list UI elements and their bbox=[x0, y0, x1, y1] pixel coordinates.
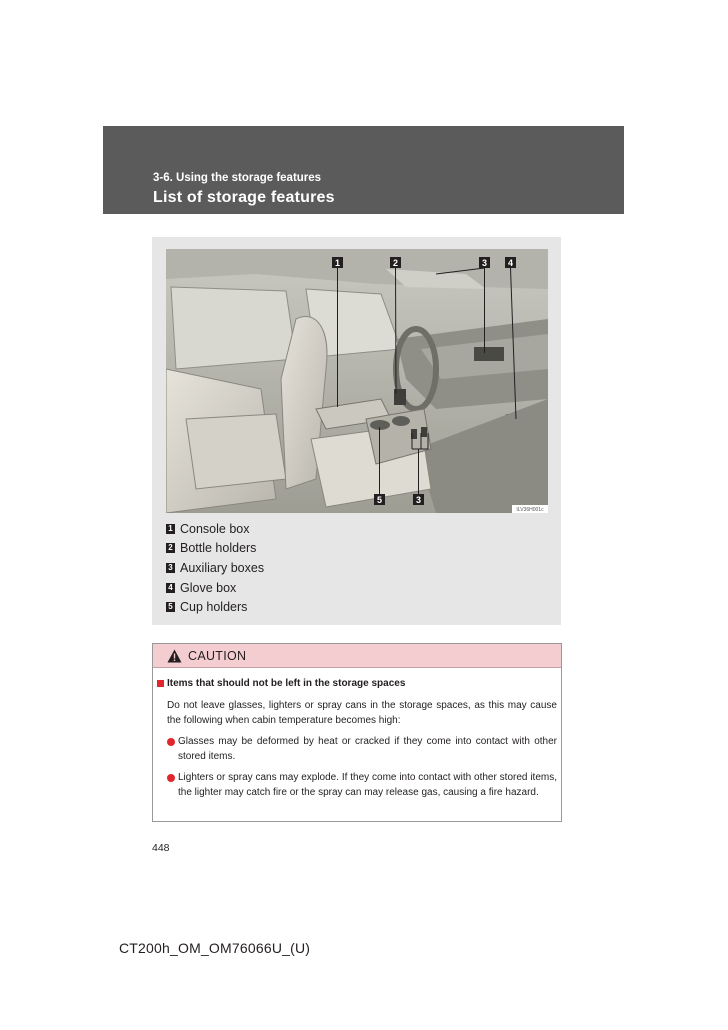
caution-bullet-text: Glasses may be deformed by heat or cracked if they come into contact with other stored items. bbox=[178, 736, 557, 762]
legend-item bbox=[166, 597, 264, 617]
caution-intro: Do not leave glasses, lighters or spray cans in the storage spaces, as this may cause the following when cabin temperature becomes high: bbox=[167, 700, 557, 726]
legend-number-badge: 2 bbox=[166, 543, 175, 553]
red-square-icon bbox=[157, 680, 164, 687]
legend-item bbox=[166, 519, 264, 539]
svg-text:5: 5 bbox=[376, 495, 383, 505]
legend-item bbox=[166, 578, 264, 598]
legend-number-badge: 4 bbox=[166, 583, 175, 593]
svg-text:4: 4 bbox=[507, 258, 514, 268]
red-bullet-icon bbox=[167, 774, 175, 782]
caution-bullet bbox=[167, 734, 557, 764]
svg-text:3: 3 bbox=[481, 258, 488, 268]
car-interior-drawing bbox=[166, 249, 548, 513]
caution-heading: CAUTION bbox=[188, 648, 247, 663]
caution-subheading bbox=[157, 678, 557, 689]
svg-text:2: 2 bbox=[392, 258, 399, 268]
caution-bullet bbox=[167, 770, 557, 800]
image-code: ILV36H001c bbox=[516, 507, 544, 513]
legend-label: Console box bbox=[180, 521, 250, 536]
legend-number-badge: 3 bbox=[166, 563, 175, 573]
storage-figure-panel bbox=[152, 237, 561, 625]
legend-label: Cup holders bbox=[180, 600, 248, 615]
caution-body bbox=[153, 668, 561, 800]
caution-box bbox=[152, 643, 562, 822]
legend-label: Glove box bbox=[180, 580, 237, 595]
legend-label: Auxiliary boxes bbox=[180, 560, 265, 575]
red-bullet-icon bbox=[167, 738, 175, 746]
legend-label: Bottle holders bbox=[180, 541, 257, 556]
caution-bullet-text: Lighters or spray cans may explode. If they come into contact with other stored items, the lighter may catch fire or the spray can may release gas, causing a fire hazard. bbox=[178, 772, 557, 798]
page-number: 448 bbox=[152, 842, 170, 854]
warning-triangle-icon bbox=[167, 649, 182, 663]
car-interior-illustration bbox=[166, 249, 548, 513]
caution-header bbox=[153, 644, 561, 668]
section-header bbox=[103, 126, 624, 214]
svg-text:1: 1 bbox=[334, 258, 341, 268]
legend-number-badge: 5 bbox=[166, 602, 175, 612]
legend-item bbox=[166, 539, 264, 559]
page-title: List of storage features bbox=[153, 189, 335, 206]
legend-list bbox=[166, 519, 264, 617]
section-label: 3-6. Using the storage features bbox=[153, 172, 322, 184]
svg-text:3: 3 bbox=[415, 495, 422, 505]
document-code: CT200h_OM_OM76066U_(U) bbox=[119, 940, 311, 956]
legend-number-badge: 1 bbox=[166, 524, 175, 534]
legend-item bbox=[166, 558, 264, 578]
caution-subheading-text: Items that should not be left in the storage spaces bbox=[167, 678, 406, 689]
